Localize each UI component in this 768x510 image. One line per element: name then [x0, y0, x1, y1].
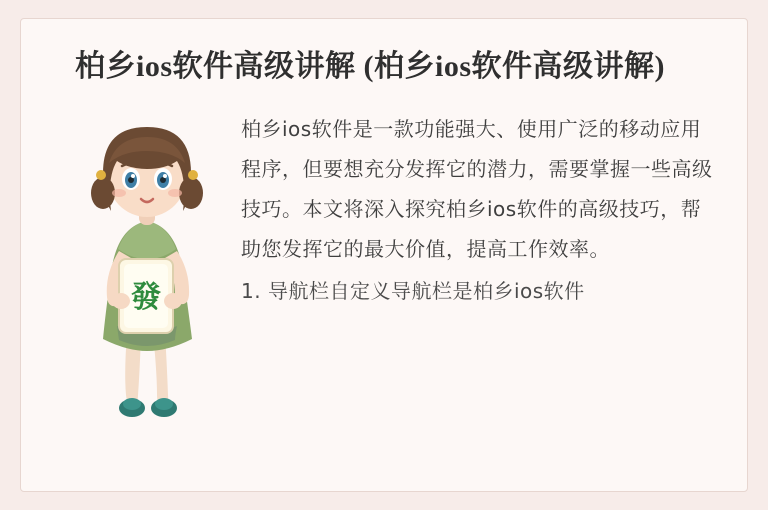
article-text — [231, 101, 713, 313]
paragraph-1: 柏乡ios软件是一款功能强大、使用广泛的移动应用程序，但要想充分发挥它的潜力，需要掌握一些高级技巧。本文将深入探究柏乡ios软件的高级技巧，帮助您发挥它的最大价值，提高工作效率。 — [241, 116, 713, 261]
paragraph-2: 1. 导航栏自定义导航栏是柏乡ios软件 — [241, 278, 585, 303]
article-card — [20, 18, 748, 492]
girl-with-mahjong-tile-illustration — [61, 101, 231, 431]
page-title: 柏乡ios软件高级讲解 (柏乡ios软件高级讲解) — [75, 50, 665, 83]
article-body — [55, 101, 713, 431]
svg-text:發: 發 — [131, 279, 161, 315]
illustration-svg — [61, 101, 231, 431]
